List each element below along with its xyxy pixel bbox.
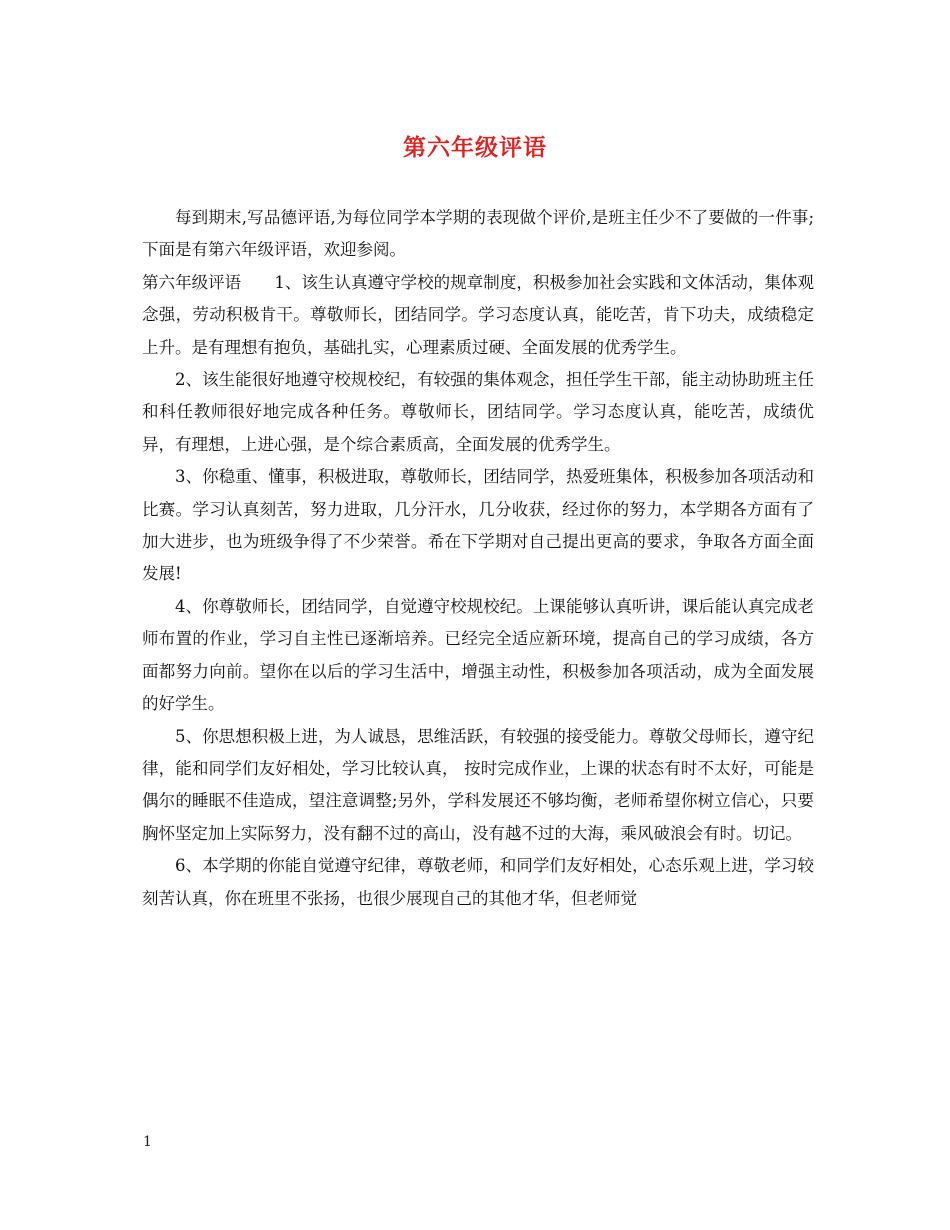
paragraph-2: 2、该生能很好地遵守校规校纪，有较强的集体观念，担任学生干部，能主动协助班主任和科任教师很好地完成各种任务。尊敬师长，团结同学。学习态度认真，能吃苦，成绩优异，有理想，上进心强，是个综合素质高，全面发展的优秀学生。 (142, 370, 814, 454)
document-title: 第六年级评语 (403, 135, 547, 161)
paragraph-4: 4、你尊敬师长，团结同学，自觉遵守校规校纪。上课能够认真听讲，课后能认真完成老师布置的作业，学习自主性已逐渐培养。已经完全适应新环境，提高自己的学习成绩，各方面都努力向前。望你在以后的学习生活中，增强主动性，积极参加各项活动，成为全面发展的好学生。 (142, 596, 814, 714)
paragraph-5: 5、你思想积极上进，为人诚恳，思维活跃，有较强的接受能力。尊敬父母师长，遵守纪律，能和同学们友好相处，学习比较认真， 按时完成作业，上课的状态有时不太好，可能是偶尔的睡眠不佳造成，望注意调整;另外，学科发展还不够均衡，老师希望你树立信心，只要胸怀坚定加上实际努力，没有翻不过的高山，没有越不过的大海，乘风破浪会有时。切记。 (142, 726, 814, 843)
paragraph-3: 3、你稳重、懂事，积极进取，尊敬师长，团结同学，热爱班集体，积极参加各项活动和比赛。学习认真刻苦，努力进取，几分汗水，几分收获，经过你的努力，本学期各方面有了加大进步，也为班级争得了不少荣誉。希在下学期对自己提出更高的要求，争取各方面全面发展! (142, 467, 814, 584)
intro-paragraph: 每到期末,写品德评语,为每位同学本学期的表现做个评价,是班主任少不了要做的一件事;下面是有第六年级评语，欢迎参阅。 (142, 208, 814, 260)
paragraph-1-text: 1、该生认真遵守学校的规章制度，积极参加社会实践和文体活动，集体观念强，劳动积极肯干。尊敬师长，团结同学。学习态度认真，能吃苦，肯下功夫，成绩稳定上升。是有理想有抱负，基础扎实，心理素质过硬、全面发展的优秀学生。 (142, 272, 815, 357)
page-number: 1 (143, 1134, 152, 1150)
section-label: 第六年级评语 (142, 272, 242, 292)
document-body (142, 202, 814, 915)
paragraph-6: 6、本学期的你能自觉遵守纪律，尊敬老师，和同学们友好相处，心态乐观上进，学习较刻苦认真，你在班里不张扬，也很少展现自己的其他才华，但老师觉 (142, 856, 814, 908)
section-gap (241, 273, 274, 292)
paragraph-1 (142, 267, 814, 364)
